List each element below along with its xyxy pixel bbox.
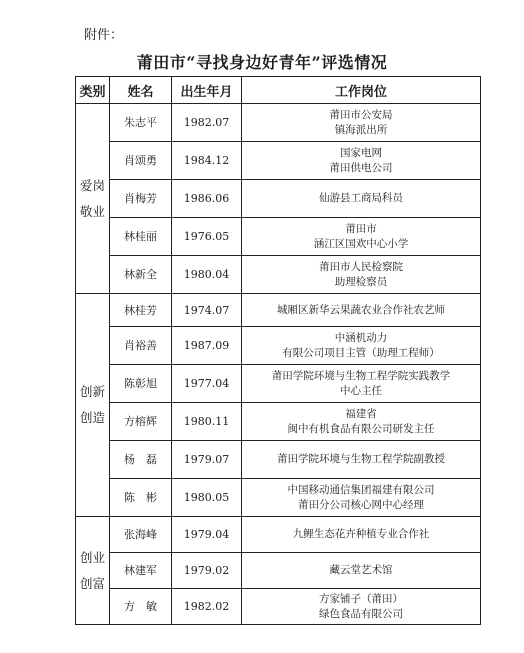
job-cell — [242, 180, 481, 218]
category-cell — [76, 104, 110, 294]
document-title: 莆田市“寻找身边好青年”评选情况 — [136, 53, 388, 72]
birth-cell: 1976.05 — [172, 218, 242, 256]
job-line: 莆田市人民检察院 — [319, 260, 403, 273]
table-row — [76, 180, 481, 218]
job-cell — [242, 553, 481, 589]
job-line: 仙游县工商局科员 — [319, 192, 403, 204]
name-cell: 张海峰 — [110, 517, 172, 553]
header-row — [76, 77, 481, 104]
name-cell: 林桂丽 — [110, 218, 172, 256]
job-line: 福建省 — [345, 407, 377, 420]
name-cell: 肖裕善 — [110, 327, 172, 365]
job-line: 中国移动通信集团福建有限公司 — [287, 483, 435, 496]
job-line: 莆田市公安局 — [329, 108, 393, 121]
table-row — [76, 256, 481, 294]
category-label: 敬业 — [79, 203, 105, 219]
name-cell: 朱志平 — [110, 104, 172, 142]
job-line: 有限公司项目主管（助理工程师） — [282, 346, 440, 359]
job-line: 藏云堂艺术馆 — [329, 564, 393, 576]
column-header-category: 类别 — [76, 77, 110, 104]
category-cell — [76, 517, 110, 625]
job-cell — [242, 589, 481, 625]
birth-cell: 1986.06 — [172, 180, 242, 218]
table-row — [76, 403, 481, 441]
job-line: 绿色食品有限公司 — [319, 607, 403, 620]
name-cell: 方 敏 — [110, 589, 172, 625]
birth-cell: 1974.07 — [172, 294, 242, 327]
birth-cell: 1979.04 — [172, 517, 242, 553]
job-line: 莆田供电公司 — [329, 161, 393, 174]
job-line: 镇海派出所 — [334, 123, 388, 136]
column-header-birth: 出生年月 — [172, 77, 242, 104]
birth-cell: 1980.11 — [172, 403, 242, 441]
name-cell: 方榕辉 — [110, 403, 172, 441]
category-label: 创富 — [79, 575, 105, 591]
name-cell: 杨 磊 — [110, 441, 172, 479]
category-cell — [76, 294, 110, 517]
table-body — [76, 104, 481, 625]
table-row — [76, 553, 481, 589]
job-cell — [242, 403, 481, 441]
attachment-label: 附件： — [84, 28, 124, 43]
job-cell — [242, 517, 481, 553]
job-line: 中心主任 — [340, 384, 382, 397]
birth-cell: 1982.07 — [172, 104, 242, 142]
category-label: 创业 — [79, 549, 105, 565]
job-cell — [242, 327, 481, 365]
column-header-job: 工作岗位 — [242, 77, 481, 104]
category-label: 创新 — [79, 384, 105, 399]
birth-cell: 1982.02 — [172, 589, 242, 625]
job-line: 方家铺子（莆田） — [319, 592, 403, 605]
table-row — [76, 142, 481, 180]
job-line: 闽中有机食品有限公司研发主任 — [287, 422, 435, 435]
birth-cell: 1979.02 — [172, 553, 242, 589]
job-cell — [242, 104, 481, 142]
job-cell — [242, 142, 481, 180]
job-cell — [242, 479, 481, 517]
birth-cell: 1979.07 — [172, 441, 242, 479]
name-cell: 肖颂勇 — [110, 142, 172, 180]
category-label: 创造 — [79, 410, 105, 425]
birth-cell: 1980.04 — [172, 256, 242, 294]
name-cell: 陈彰旭 — [110, 365, 172, 403]
selection-table — [75, 76, 481, 625]
name-cell: 林建军 — [110, 553, 172, 589]
job-cell — [242, 365, 481, 403]
table-row — [76, 218, 481, 256]
job-line: 莆田学院环境与生物工程学院实践教学 — [271, 369, 451, 382]
birth-cell: 1984.12 — [172, 142, 242, 180]
table-row — [76, 441, 481, 479]
category-label: 爱岗 — [79, 177, 105, 193]
job-line: 中涵机动力 — [334, 331, 388, 344]
name-cell: 陈 彬 — [110, 479, 172, 517]
job-line: 国家电网 — [340, 146, 382, 159]
job-cell — [242, 294, 481, 327]
birth-cell: 1977.04 — [172, 365, 242, 403]
table-row — [76, 104, 481, 142]
job-line: 莆田分公司核心网中心经理 — [298, 498, 424, 511]
name-cell: 林新全 — [110, 256, 172, 294]
job-cell — [242, 441, 481, 479]
job-line: 助理检察员 — [334, 275, 388, 288]
job-line: 莆田学院环境与生物工程学院副教授 — [277, 453, 445, 465]
table-row — [76, 589, 481, 625]
table-row — [76, 327, 481, 365]
table-row — [76, 365, 481, 403]
name-cell: 肖梅芳 — [110, 180, 172, 218]
job-line: 九鲤生态花卉种植专业合作社 — [292, 528, 430, 540]
job-cell — [242, 256, 481, 294]
job-line: 莆田市 — [345, 222, 377, 235]
birth-cell: 1987.09 — [172, 327, 242, 365]
table-row — [76, 479, 481, 517]
column-header-name: 姓名 — [110, 77, 172, 104]
job-line: 涵江区国欢中心小学 — [313, 237, 409, 250]
name-cell: 林桂芳 — [110, 294, 172, 327]
job-line: 城厢区新华云果蔬农业合作社农艺师 — [277, 303, 445, 316]
job-cell — [242, 218, 481, 256]
birth-cell: 1980.05 — [172, 479, 242, 517]
table-row — [76, 294, 481, 327]
table-row — [76, 517, 481, 553]
